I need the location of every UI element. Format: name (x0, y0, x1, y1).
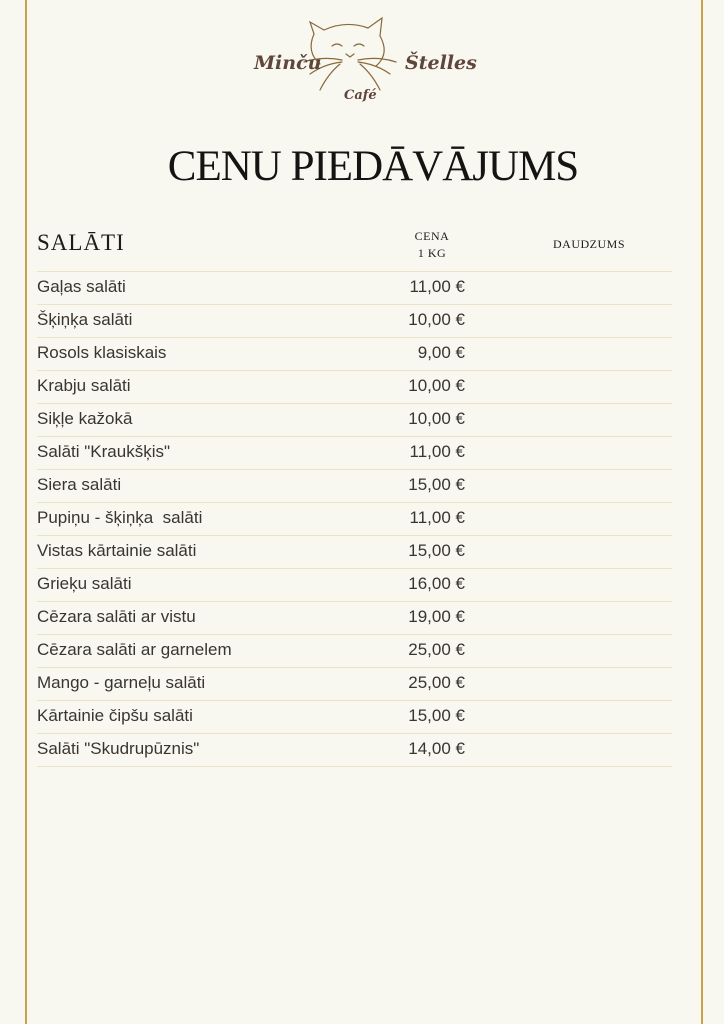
item-name: Cēzara salāti ar vistu (37, 607, 196, 626)
item-price: 25,00 € (408, 673, 465, 692)
item-name: Pupiņu - šķiņķa salāti (37, 508, 203, 527)
table-row (37, 535, 672, 568)
item-price: 14,00 € (408, 739, 465, 758)
item-name: Grieķu salāti (37, 574, 132, 593)
table-row (37, 502, 672, 535)
table-row (37, 403, 672, 436)
item-name: Šķiņķa salāti (37, 310, 133, 329)
item-price: 15,00 € (408, 475, 465, 494)
quantity-column-header: DAUDZUMS (553, 237, 626, 251)
item-name: Vistas kārtainie salāti (37, 541, 197, 560)
logo-word-left: Minču (254, 52, 322, 74)
item-price: 10,00 € (408, 310, 465, 329)
cafe-logo (240, 12, 480, 112)
price-table (37, 271, 672, 767)
price-column-header (392, 228, 472, 262)
table-row (37, 337, 672, 370)
table-row (37, 271, 672, 304)
item-price: 11,00 € (409, 442, 465, 461)
table-row (37, 733, 672, 766)
item-name: Kārtainie čipšu salāti (37, 706, 193, 725)
table-row (37, 370, 672, 403)
item-price: 25,00 € (408, 640, 465, 659)
section-heading: SALĀTI (37, 230, 125, 255)
item-price: 16,00 € (408, 574, 465, 593)
item-price: 10,00 € (408, 409, 465, 428)
table-row (37, 700, 672, 733)
table-row (37, 601, 672, 634)
item-name: Siķļe kažokā (37, 409, 133, 428)
table-row (37, 568, 672, 601)
table-row (37, 436, 672, 469)
item-price: 15,00 € (408, 541, 465, 560)
item-price: 11,00 € (409, 277, 465, 296)
table-bottom-divider (37, 766, 672, 767)
item-name: Siera salāti (37, 475, 122, 494)
item-name: Salāti "Skudrupūznis" (37, 739, 200, 758)
table-row (37, 634, 672, 667)
item-price: 19,00 € (408, 607, 465, 626)
price-header-line-1: CENA (414, 229, 450, 243)
item-name: Cēzara salāti ar garnelem (37, 640, 232, 659)
price-header-line-2: 1 KG (417, 246, 447, 260)
item-price: 9,00 € (417, 343, 465, 362)
item-price: 15,00 € (408, 706, 465, 725)
table-row (37, 304, 672, 337)
table-row (37, 667, 672, 700)
item-price: 10,00 € (408, 376, 465, 395)
page-title: CENU PIEDĀVĀJUMS (167, 143, 579, 190)
logo-subtitle: Café (344, 88, 377, 103)
item-name: Krabju salāti (37, 376, 131, 395)
item-price: 11,00 € (409, 508, 465, 527)
item-name: Rosols klasiskais (37, 343, 167, 362)
item-name: Mango - garneļu salāti (37, 673, 206, 692)
item-name: Gaļas salāti (37, 277, 126, 296)
table-row (37, 469, 672, 502)
item-name: Salāti "Kraukšķis" (37, 442, 171, 461)
logo-word-right: Štelles (405, 52, 477, 74)
